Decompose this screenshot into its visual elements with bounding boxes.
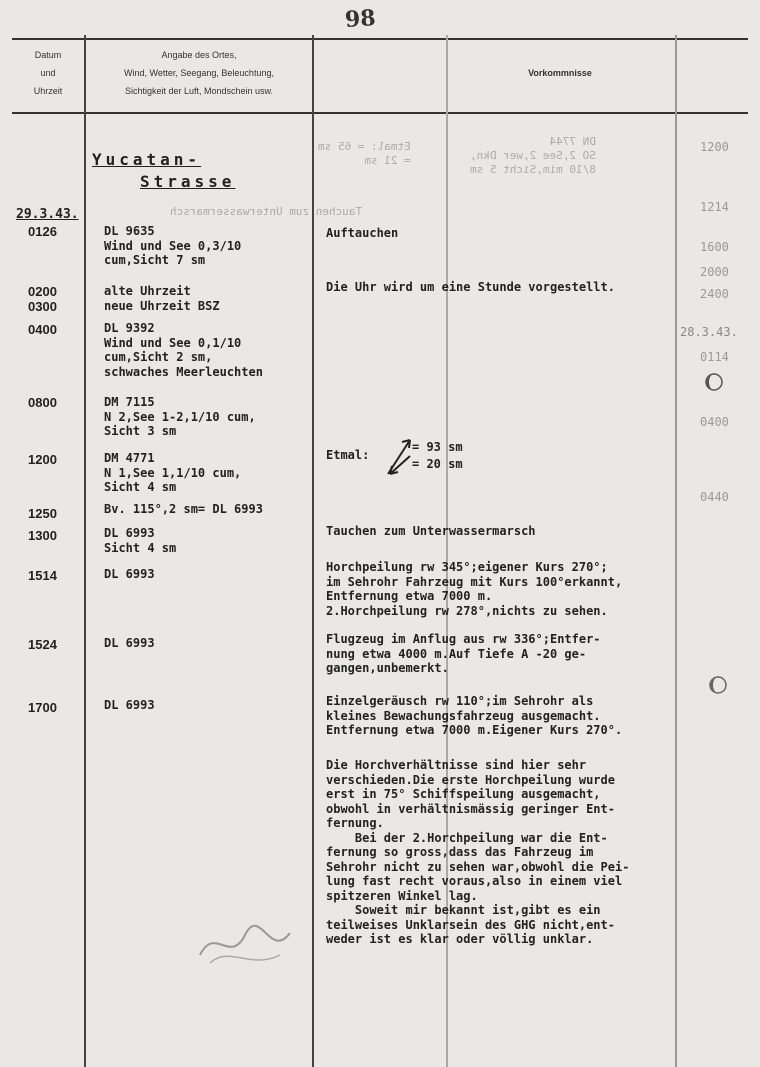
table-header-rule <box>12 112 748 114</box>
route-title-line1: Yucatan- <box>92 150 202 169</box>
entry-location: DM 7115 N 2,See 1-2,1/10 cum, Sicht 3 sm <box>104 395 256 438</box>
column-divider <box>312 35 314 1067</box>
entry-location: DM 4771 N 1,See 1,1/10 cum, Sicht 4 sm <box>104 451 242 494</box>
entry-location: Bv. 115°,2 sm= DL 6993 <box>104 502 263 516</box>
entry-time: 1524 <box>28 637 57 652</box>
entry-location: DL 9392 Wind und See 0,1/10 cum,Sicht 2 sm, schwaches Meerleuchten <box>104 321 263 379</box>
header-date-time: Datum und Uhrzeit <box>33 50 63 96</box>
entry-location: DL 6993 <box>104 636 155 650</box>
entry-location: DL 6993 Sicht 4 sm <box>104 526 177 555</box>
route-title-line2: Strasse <box>140 172 236 191</box>
entry-time: 0126 <box>28 224 57 239</box>
entry-event: Flugzeug im Anflug aus rw 336°;Entfer- nung etwa 4000 m.Auf Tiefe A -20 ge- gangen,unbemerkt. <box>326 632 601 675</box>
entry-location: DL 9635 Wind und See 0,3/10 cum,Sicht 7 sm <box>104 224 242 267</box>
entry-location: DL 6993 <box>104 567 155 581</box>
entry-time: 1700 <box>28 700 57 715</box>
table-top-rule <box>12 38 748 40</box>
moon-phase-icon <box>708 675 728 695</box>
entry-event: Auftauchen <box>326 226 399 240</box>
header-location-weather: Angabe des Ortes, Wind, Wetter, Seegang, Beleuchtung, Sichtigkeit der Luft, Mondschein usw. <box>124 50 274 96</box>
entry-location: DL 6993 <box>104 698 155 712</box>
remarks-paragraph: Die Horchverhältnisse sind hier sehr verschieden.Die erste Horchpeilung wurde erst in 75° Schiffspeilung ausgemacht, obwohl in verhältnismässig geringer Ent- fernung. Bei der 2.Horchpeilung war die Ent- fernung so gross,dass das Fahrzeug im Sehrohr nicht zu sehen war,obwohl die Pei- lung fast recht voraus,also in einem viel spitzeren Winkel lag. Soweit mir bekannt ist,gibt es ein teilweises Unklarsein des GHG nicht,ent- weder ist es klar oder völlig unklar. <box>326 758 630 946</box>
bleed-through-notes: DN 7744 SO 2,See 2,wer Dkn, 8/10 mim,Sicht 5 sm <box>470 135 596 176</box>
page-number: 98 <box>344 4 377 34</box>
moon-phase-icon <box>704 372 724 392</box>
bleed-through-left: Tauchen zum Unterwassermarsch <box>170 205 363 218</box>
logbook-page: 98 Datum und Uhrzeit Angabe des Ortes, Wind, Wetter, Seegang, Beleuchtung, Sichtigkeit der Luft, Mondschein usw. Vorkommnisse Etmal: = 65 sm = 21 sm DN 7744 SO 2,See 2,wer Dkn, 8/10 mim,Sicht 5 sm Tauchen zum Unterwassermarsch 1200 1214 1600 2000 2400 28.3.43. 0114 0400 0440 Yucatan- Strasse 29.3.43. 0126 DL 9635 Wind und See 0,3/10 cum,Sicht 7 sm Auftauchen 0200 alte Uhrzeit Die Uhr wird um eine Stunde vorgestellt. 0300 neue Uhrzeit BSZ 0400 DL 9392 Wind und See 0,1/10 cum,Sicht 2 sm, schwaches Meerleuchten 0800 DM 7115 N 2,See 1-2,1/10 cum, Sicht 3 sm 1200 DM 4771 N 1,See 1,1/10 cum, Sicht 4 sm Etmal: = 93 sm = 20 sm 1250 Bv. 115°,2 sm= DL 6993 1300 DL 6993 Sicht 4 sm Tauchen zum Unterwassermarsch 1514 DL 6993 Horchpeilung rw 345°;eigener Kurs 270°; im Sehrohr Fahrzeug mit Kurs 100°erkannt, Entfernung etwa 7000 m. 2.Horchpeilung rw 278°,nichts zu sehen. 1524 DL 6993 Flugzeug im Anflug aus rw 336°;Entfer- nung etwa 4000 m.Auf Tiefe A -20 ge- gangen,unbemerkt. 1700 DL 6993 Einzelgeräusch rw 110°;im Sehrohr als kleines Bewachungsfahrzeug ausgemacht. Entfernung etwa 7000 m.Eigener Kurs 270°. Die Horchverhältnisse sind hier sehr verschieden.Die erste Horchpeilung wurde erst in 75° Schiffspeilung ausgemacht, obwohl in verhältnismässig geringer Ent- fernung. Bei der 2.Horchpeilung war die Ent- fernung so gross,dass das Fahrzeug im Sehrohr nicht zu sehen war,obwohl die Pei- lung fast recht voraus,also in einem viel spitzeren Winkel lag. Soweit mir bekannt ist,gibt es ein teilweises Unklarsein des GHG nicht,ent- weder ist es klar oder völlig unklar. <box>0 0 760 1067</box>
entry-event: Etmal: <box>326 448 370 462</box>
column-divider <box>84 35 86 1067</box>
header-events: Vorkommnisse <box>528 68 592 78</box>
entry-time: 0800 <box>28 395 57 410</box>
entry-time: 1250 <box>28 506 57 521</box>
entry-event: Tauchen zum Unterwassermarsch <box>326 524 536 538</box>
entry-time: 1200 <box>28 452 57 467</box>
signature-bleed-through <box>190 915 300 975</box>
etmal-value: = 20 sm <box>412 457 463 471</box>
entry-time: 1514 <box>28 568 57 583</box>
bleed-through-etmal: Etmal: = 65 sm = 21 sm <box>318 140 411 167</box>
entry-event: Horchpeilung rw 345°;eigener Kurs 270°; im Sehrohr Fahrzeug mit Kurs 100°erkannt, Entfernung etwa 7000 m. 2.Horchpeilung rw 278°,nichts zu sehen. <box>326 560 623 618</box>
entry-location: neue Uhrzeit BSZ <box>104 299 220 313</box>
etmal-value: = 93 sm <box>412 440 463 454</box>
entry-time: 0200 <box>28 284 57 299</box>
entry-time: 0300 <box>28 299 57 314</box>
entry-time: 0400 <box>28 322 57 337</box>
entry-event: Einzelgeräusch rw 110°;im Sehrohr als kleines Bewachungsfahrzeug ausgemacht. Entfernung etwa 7000 m.Eigener Kurs 270°. <box>326 694 623 737</box>
entry-time: 1300 <box>28 528 57 543</box>
entry-event: Die Uhr wird um eine Stunde vorgestellt. <box>326 280 615 294</box>
log-date: 29.3.43. <box>16 207 79 222</box>
entry-location: alte Uhrzeit <box>104 284 191 298</box>
column-divider-faint <box>675 35 677 1067</box>
